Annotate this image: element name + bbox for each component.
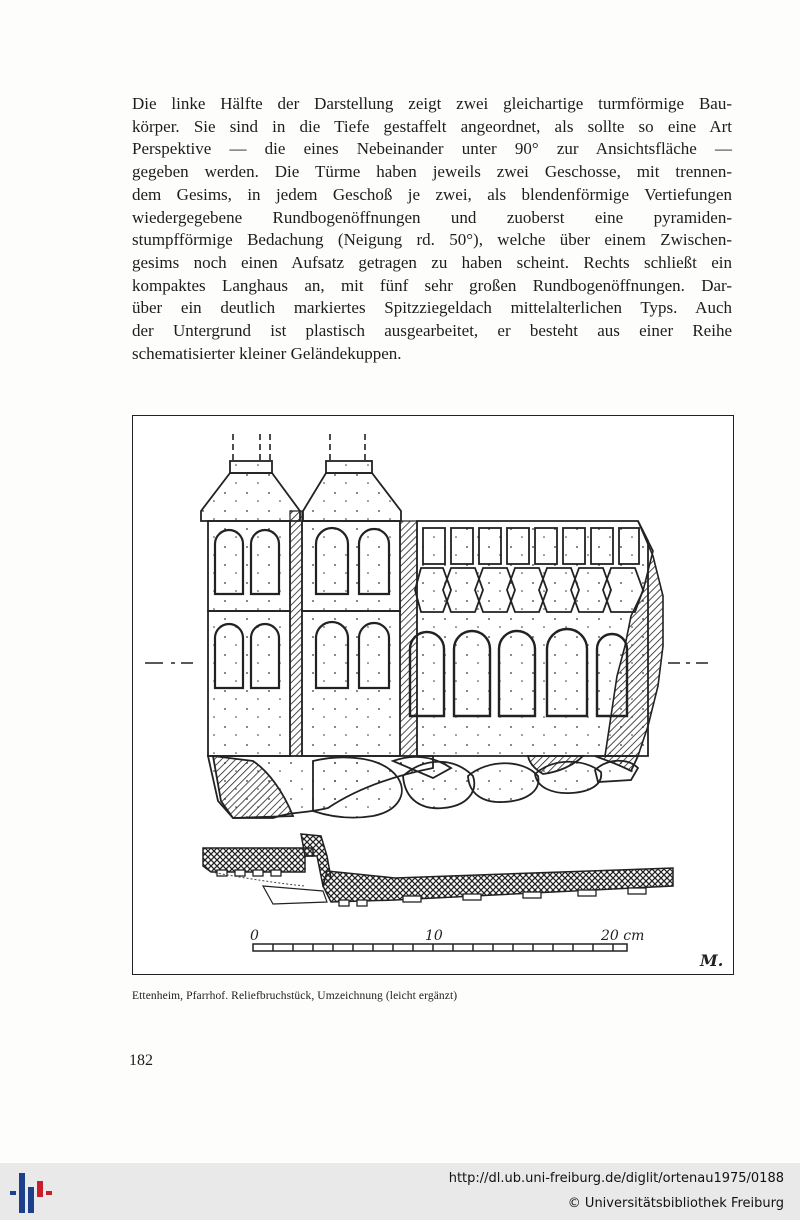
library-footer	[0, 1163, 800, 1220]
body-text	[132, 93, 732, 365]
scale-label-twenty: 20 cm	[601, 928, 645, 944]
scale-label-ten: 10	[425, 928, 443, 944]
page-number: 182	[129, 1052, 153, 1069]
body-line: gesims noch einen Aufsatz getragen zu haben scheint. Rechts schließt ein	[132, 252, 732, 272]
body-line: Die linke Hälfte der Darstellung zeigt zwei gleichartige turmförmige Bau-	[132, 94, 732, 113]
body-line: der Untergrund ist plastisch ausgearbeitet, er besteht aus einer Reihe	[132, 321, 732, 341]
body-line: dem Gesims, in jedem Geschoß je zwei, als blendenförmige Vertiefungen	[132, 184, 732, 204]
body-line: körper. Sie sind in die Tiefe gestaffelt angeordnet, als sollte so eine Art	[132, 116, 732, 136]
body-line: gegeben werden. Die Türme haben jeweils zwei Geschosse, mit trennen-	[132, 162, 732, 182]
cross-section-profile	[203, 834, 673, 906]
left-tower	[208, 521, 290, 756]
body-line: stumpfförmige Bedachung (Neigung rd. 50°), welche über einem Zwischen-	[132, 230, 732, 250]
ground-hills	[208, 756, 638, 818]
body-line: Perspektive — die eines Nebeinander unter 90° zur Ansichtsfläche —	[132, 139, 732, 159]
tower-spires	[233, 434, 365, 461]
relief-figure	[132, 415, 734, 975]
scale-label-zero: 0	[250, 928, 259, 944]
body-line: schematisierter kleiner Geländekuppen.	[132, 343, 402, 363]
relief-drawing	[133, 416, 735, 976]
scale-bar	[253, 944, 627, 951]
body-line: wiedergegebene Rundbogenöffnungen und zuoberst eine pyramiden-	[132, 207, 732, 227]
copyright-text: © Universitätsbibliothek Freiburg	[567, 1196, 784, 1211]
drawing-signature: M.	[700, 951, 724, 970]
library-logo-icon	[10, 1173, 52, 1213]
tower-shadow	[290, 511, 302, 756]
body-line: über ein deutlich markiertes Spitzziegeldach mittelalterlichen Typs. Auch	[132, 298, 732, 318]
source-url-link[interactable]: http://dl.ub.uni-freiburg.de/diglit/ortenau1975/0188	[448, 1171, 784, 1186]
body-line: kompaktes Langhaus an, mit fünf sehr großen Rundbogenöffnungen. Dar-	[132, 275, 732, 295]
figure-caption: Ettenheim, Pfarrhof. Reliefbruchstück, Umzeichnung (leicht ergänzt)	[132, 990, 458, 1002]
